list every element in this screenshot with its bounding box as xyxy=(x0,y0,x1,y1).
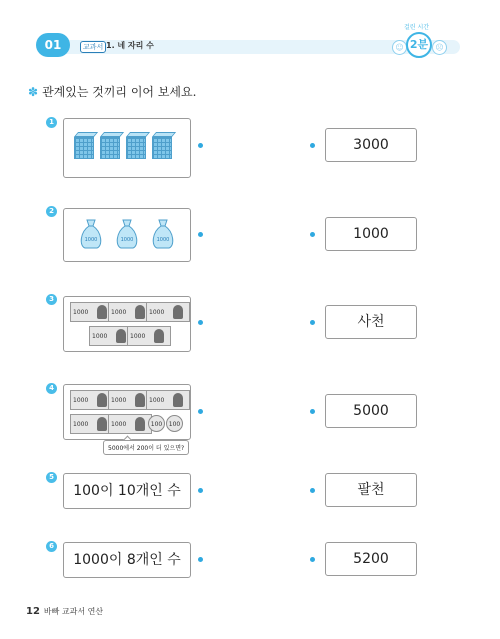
bill-1000: 1000 xyxy=(70,390,114,410)
connect-dot-right[interactable] xyxy=(310,557,315,562)
answer-box[interactable]: 사천 xyxy=(325,305,417,339)
neutral-face-icon: ☹ xyxy=(432,40,447,55)
time-label: 걸린 시간 xyxy=(404,24,430,31)
bill-1000: 1000 xyxy=(89,326,133,346)
cubes-box xyxy=(63,118,191,178)
bill-1000: 1000 xyxy=(127,326,171,346)
bag-label: 1000 xyxy=(84,237,98,243)
connect-dot-right[interactable] xyxy=(310,409,315,414)
answer-box[interactable]: 3000 xyxy=(325,128,417,162)
expression-box: 1000이 8개인 수 xyxy=(63,542,191,578)
connect-dot-left[interactable] xyxy=(198,488,203,493)
problem-number: 6 xyxy=(46,541,57,552)
bill-1000: 1000 xyxy=(70,414,114,434)
bags-box xyxy=(63,208,191,262)
connect-dot-right[interactable] xyxy=(310,232,315,237)
flower-icon: ✽ xyxy=(28,85,39,99)
problem-number: 1 xyxy=(46,117,57,128)
thousand-cube xyxy=(74,132,96,159)
instruction xyxy=(28,83,196,100)
problem-number: 2 xyxy=(46,206,57,217)
lesson-title: 1. 네 자리 수 xyxy=(106,41,154,50)
problem-number: 5 xyxy=(46,472,57,483)
thousand-cube xyxy=(100,132,122,159)
connect-dot-right[interactable] xyxy=(310,320,315,325)
lesson-badge: 01 xyxy=(36,33,70,57)
bill-1000: 1000 xyxy=(108,302,152,322)
connect-dot-right[interactable] xyxy=(310,143,315,148)
thousand-cube xyxy=(152,132,174,159)
money-bag-icon xyxy=(150,218,176,250)
connect-dot-right[interactable] xyxy=(310,488,315,493)
thousand-cube xyxy=(126,132,148,159)
bills-coins-box xyxy=(63,384,191,440)
connect-dot-left[interactable] xyxy=(198,557,203,562)
bag-label: 1000 xyxy=(120,237,134,243)
bill-1000: 1000 xyxy=(146,390,190,410)
problem-number: 3 xyxy=(46,294,57,305)
book-title: 바빠 교과서 연산 xyxy=(43,607,104,616)
elapsed-time: 2분 xyxy=(406,32,432,58)
money-bag-icon xyxy=(114,218,140,250)
connect-dot-left[interactable] xyxy=(198,232,203,237)
bill-1000: 1000 xyxy=(70,302,114,322)
connect-dot-left[interactable] xyxy=(198,320,203,325)
answer-box[interactable]: 1000 xyxy=(325,217,417,251)
bill-1000: 1000 xyxy=(108,414,152,434)
answer-box[interactable]: 팔천 xyxy=(325,473,417,507)
problem-number: 4 xyxy=(46,383,57,394)
textbook-tag: 교과서 xyxy=(80,41,106,53)
bag-label: 1000 xyxy=(156,237,170,243)
coin-100: 100 xyxy=(148,415,165,432)
answer-box[interactable]: 5200 xyxy=(325,542,417,576)
footer xyxy=(26,606,103,617)
bill-1000: 1000 xyxy=(146,302,190,322)
money-bag-icon xyxy=(78,218,104,250)
hint-bubble: 5000에서 200이 더 있으면? xyxy=(103,440,189,455)
connect-dot-left[interactable] xyxy=(198,143,203,148)
page-number: 12 xyxy=(26,606,40,617)
connect-dot-left[interactable] xyxy=(198,409,203,414)
bills-box xyxy=(63,296,191,352)
coin-100: 100 xyxy=(166,415,183,432)
expression-box: 100이 10개인 수 xyxy=(63,473,191,509)
smile-icon: ☺ xyxy=(392,40,407,55)
answer-box[interactable]: 5000 xyxy=(325,394,417,428)
instruction-text: 관계있는 것끼리 이어 보세요. xyxy=(42,85,197,99)
bill-1000: 1000 xyxy=(108,390,152,410)
